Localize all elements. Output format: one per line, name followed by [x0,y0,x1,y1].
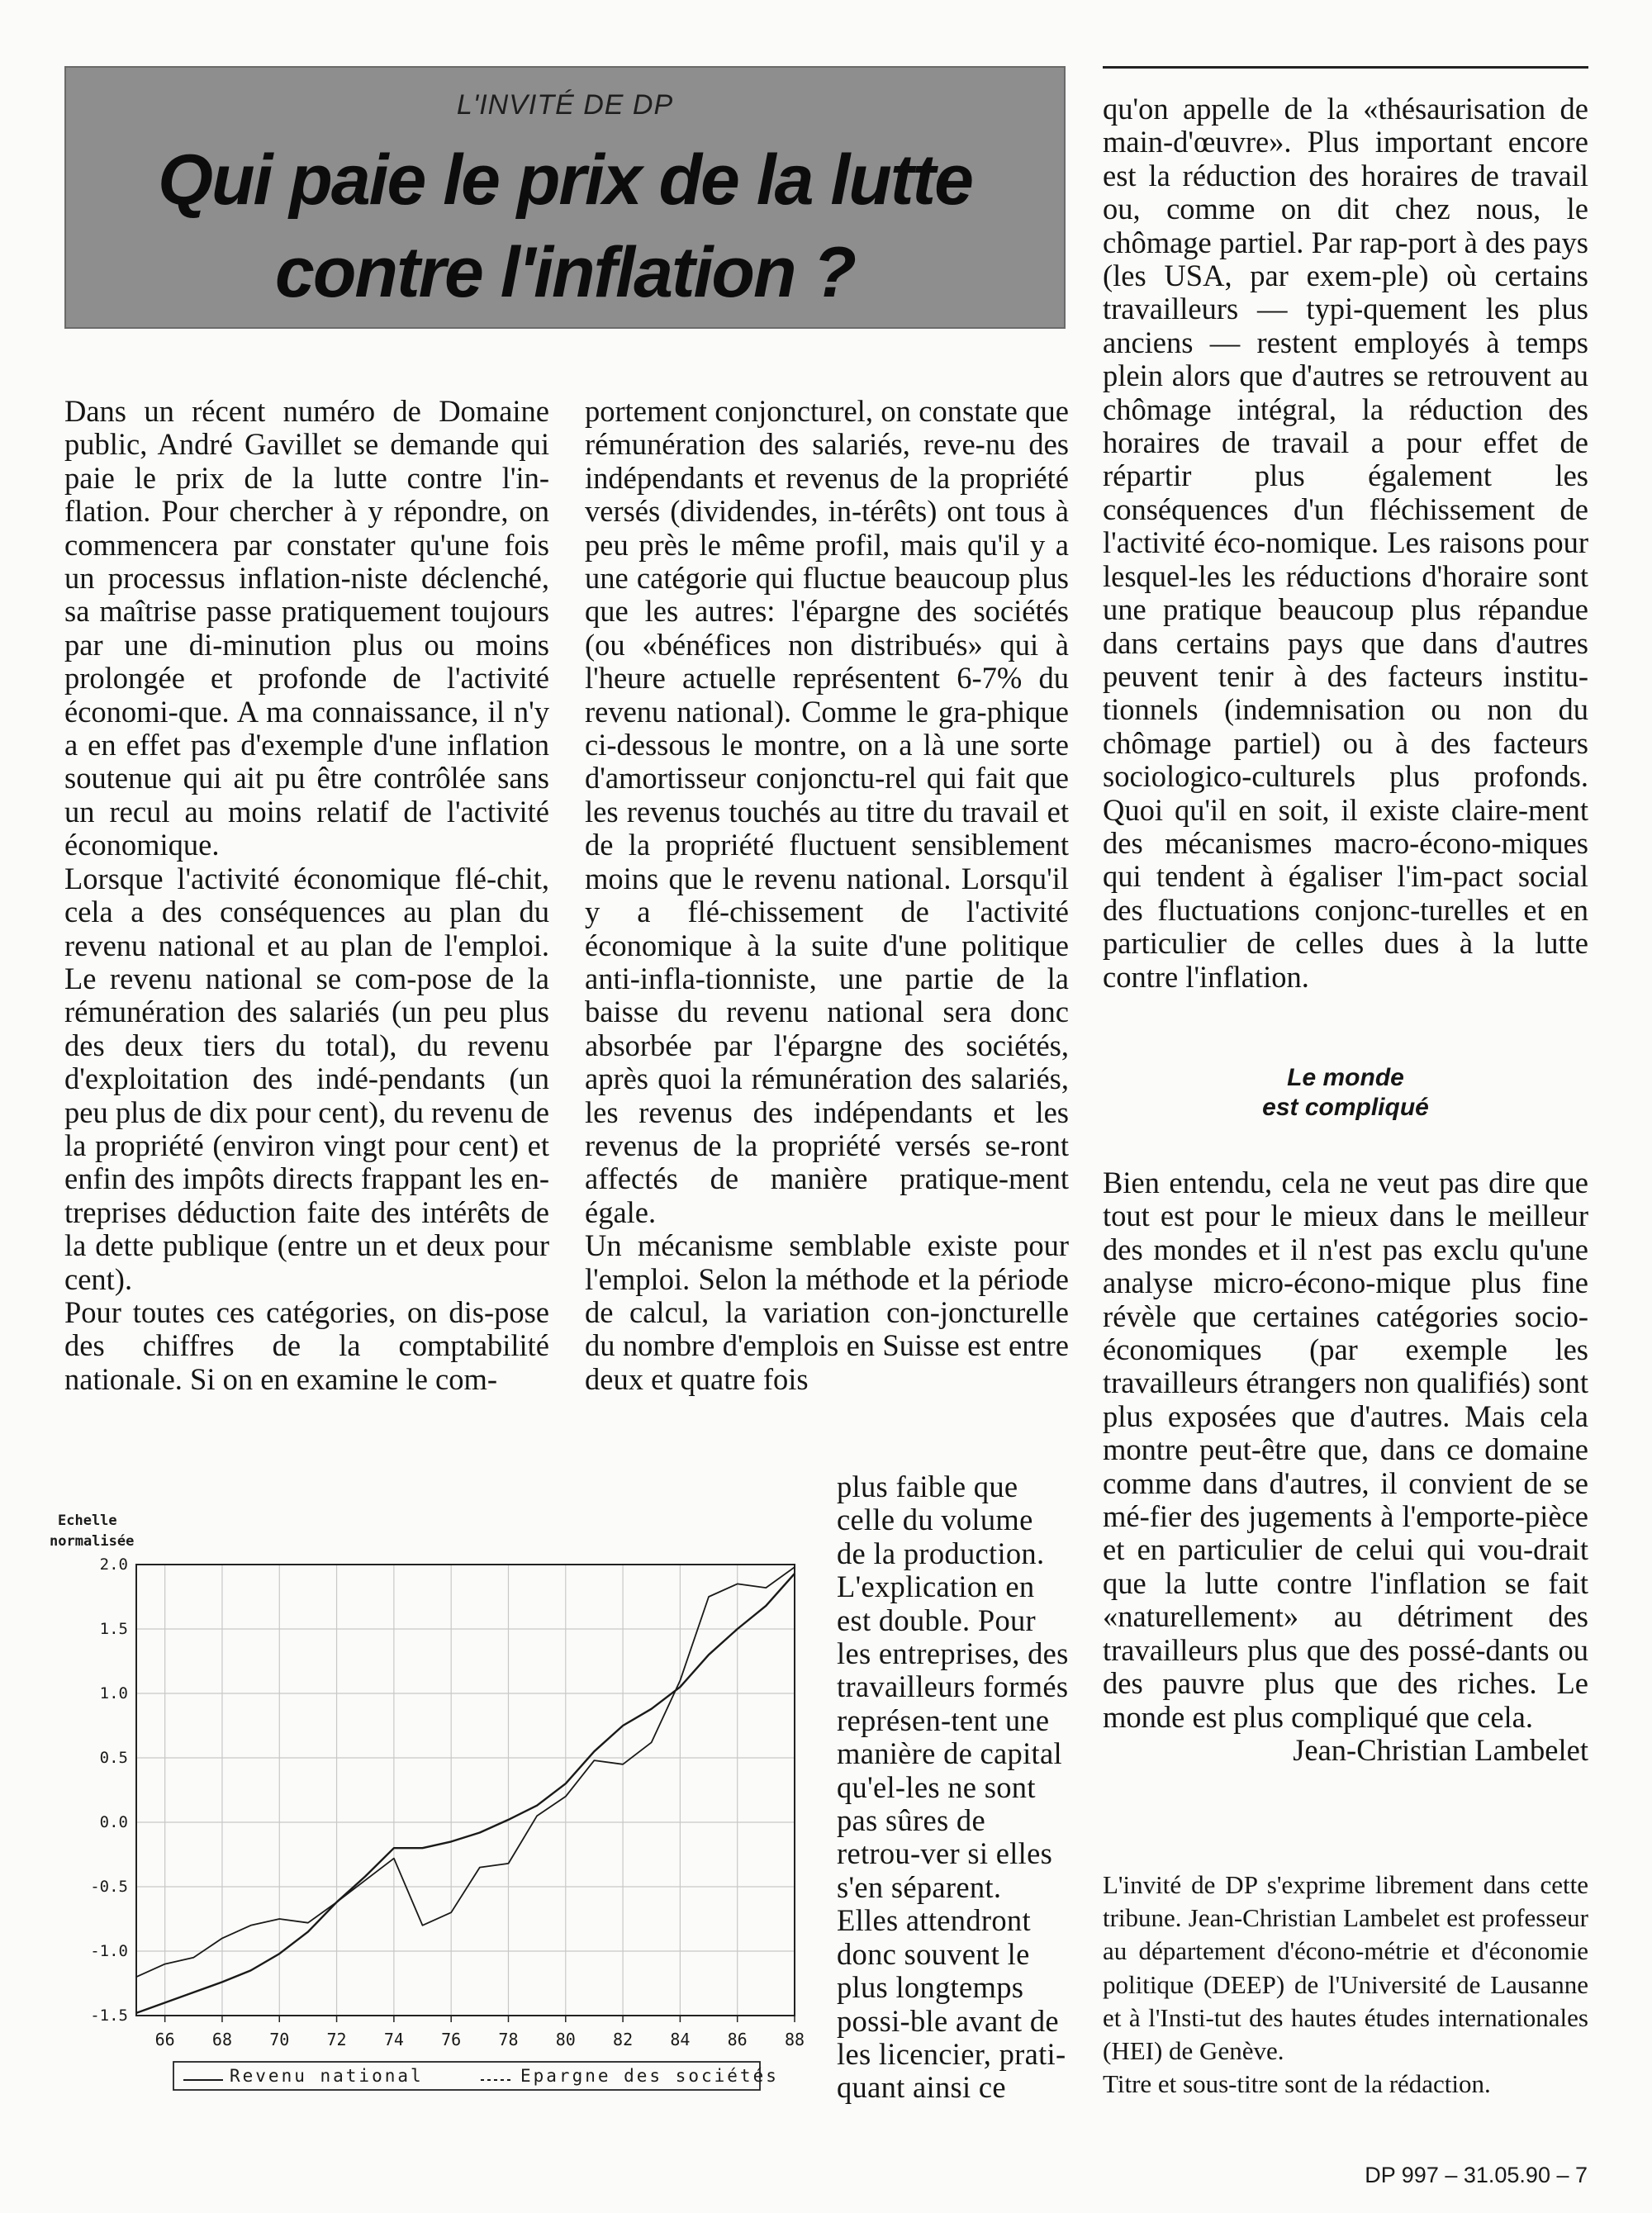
kicker: L'INVITÉ DE DP [456,89,674,121]
title-line-1: Qui paie le prix de la lutte [158,140,972,220]
x-tick-label: 84 [670,2030,691,2049]
y-tick-label: -0.5 [90,1878,128,1896]
subheading-line-1: Le monde [1287,1064,1404,1091]
x-tick-label: 86 [727,2030,748,2049]
line-chart [50,1508,809,2120]
paragraph: portement conjoncturel, on constate que rémunération des salariés, reve-nu des indépendants et revenus de la propriété versés (dividendes, in-térêts) ont tous à peu près le même profil, mais qu'il y a une catégorie qui fluctue beaucoup plus que les autres: l'épargne des sociétés (ou «bénéfices non distribués» qui à l'heure actuelle représentent 6-7% du revenu national). Comme le gra-phique ci-dessous le montre, on a là une sorte d'amortisseur conjonctu-rel qui fait que les revenus touchés au titre du travail et de la propriété fluctuent sensiblement moins que le revenu national. Lorsqu'il y a flé-chissement de l'activité économique à la suite d'une politique anti-infla-tionniste, une partie de la baisse du revenu national sera donc absorbée par l'épargne des sociétés, après quoi la rémunération des salariés, les revenus des indépendants et les revenus de la propriété versés se-ront affectés de manière pratique-ment égale. [585,394,1069,1229]
x-tick-label: 66 [154,2030,175,2049]
paragraph: Pour toutes ces catégories, on dis-pose des chiffres de la comptabilité nationale. Si on en examine le com- [64,1294,549,1396]
y-axis-label: normalisée [50,1533,135,1550]
article-column-conclusion [1103,1166,1588,1767]
y-tick-label: -1.5 [90,2006,128,2025]
x-tick-label: 78 [498,2030,519,2049]
note-paragraph: Titre et sous-titre sont de la rédaction. [1103,2069,1491,2099]
note-paragraph: L'invité de DP s'exprime librement dans cette tribune. Jean-Christian Lambelet est professeur au département d'écono-métrie et d'économie politique (DEEP) de l'Université de Lausanne et à l'Insti-tut des hautes études internationales (HEI) de Genève. [1103,1870,1588,2066]
paragraph: Dans un récent numéro de Domaine public, André Gavillet se demande qui paie le prix de la lutte contre l'in-flation. Pour chercher à y répondre, on commencera par constater qu'une fois un processus inflation-niste déclenché, sa maîtrise passe pratiquement toujours par une di-minution plus ou moins prolongée et profonde de l'activité économi-que. A ma connaissance, il n'y a en effet pas d'exemple d'une inflation soutenue qui ait pu être contrôlée sans un recul au moins relatif de l'activité économique. [64,394,549,862]
y-tick-label: 2.0 [99,1555,128,1574]
paragraph: Un mécanisme semblable existe pour l'emploi. Selon la méthode et la période de calcul, la variation con-joncturelle du nombre d'emplois en Suisse est entre deux et quatre fois [585,1228,1069,1396]
series-line-revenu [136,1574,795,2013]
page-footer: DP 997 – 31.05.90 – 7 [1365,2163,1588,2187]
article-column-1 [64,395,549,1396]
title-banner [64,66,1066,329]
x-tick-label: 74 [383,2030,404,2049]
y-tick-label: 0.0 [99,1813,128,1831]
subheading [1103,1063,1588,1123]
y-tick-label: -1.0 [90,1942,128,1960]
x-tick-label: 76 [441,2030,462,2049]
x-tick-label: 72 [326,2030,347,2049]
paragraph: Lorsque l'activité économique flé-chit, cela a des conséquences au plan du revenu national et au plan de l'emploi. Le revenu national se com-pose de la rémunération des salariés (un peu plus des deux tiers du total), du revenu d'exploitation des indé-pendants (un peu plus de dix pour cent), du revenu de la propriété (environ vingt pour cent) et enfin des impôts directs frappant les en-treprises déduction faite des intérêts de la dette publique (entre un et deux pour cent). [64,861,549,1296]
paragraph: qu'on appelle de la «thésaurisation de main-d'œuvre». Plus important encore est la réduction des horaires de travail ou, comme on dit chez nous, le chômage partiel. Par rap-port à des pays (les USA, par exem-ple) où certains travailleurs — typi-quement les plus anciens — restent employés à temps plein alors que d'autres se retrouvent au chômage intégral, la réduction des horaires de travail a pour effet de répartir plus également les conséquences d'un fléchissement de l'activité éco-nomique. Les raisons pour lesquel-les les réductions d'horaire sont une pratique beaucoup plus répandue dans certains pays que dans d'autres peuvent tenir à des facteurs institu-tionnels (indemnisation ou non du chômage partiel) ou à des facteurs sociologico-culturels plus profonds. Quoi qu'il en soit, il existe claire-ment des mécanismes macro-écono-miques qui tendent à égaliser l'im-pact social des fluctuations conjonc-turelles et en particulier de celles dues à la lutte contre l'inflation. [1103,92,1588,994]
subheading-line-2: est compliqué [1262,1094,1429,1121]
y-axis-label: Echelle [58,1513,117,1529]
article-column-narrow [837,1470,1070,2105]
x-tick-label: 70 [269,2030,290,2049]
y-tick-label: 1.0 [99,1684,128,1702]
x-tick-label: 68 [211,2030,233,2049]
title-line-2: contre l'inflation ? [275,233,855,312]
legend-label: Revenu national [230,2066,424,2086]
article-column-2 [585,395,1069,1396]
legend-label: Epargne des sociétés [520,2066,779,2086]
x-tick-label: 88 [784,2030,805,2049]
x-tick-label: 82 [613,2030,634,2049]
y-tick-label: 1.5 [99,1620,128,1638]
page-title [66,134,1064,319]
paragraph: Bien entendu, cela ne veut pas dire que tout est pour le mieux dans le meilleur des mondes et il n'est pas exclu qu'une analyse micro-écono-mique plus fine révèle que certaines catégories socio-économiques (par exemple les travailleurs étrangers non qualifiés) sont plus exposées que d'autres. Mais cela montre peut-être que, dans ce domaine comme dans d'autres, il convient de se mé-fier des jugements à l'emporte-pièce et en particulier de celui qui vou-drait que la lutte contre l'inflation se fait «naturellement» au détriment des travailleurs plus que des possé-dants ou des pauvre plus que des riches. Le monde est plus compliqué que cela. [1103,1166,1588,1734]
y-tick-label: 0.5 [99,1749,128,1767]
author-note [1103,1869,1588,2101]
paragraph: plus faible que celle du volume de la production. L'explication en est double. Pour les entreprises, des travailleurs formés représen-tent une manière de capital qu'el-les ne sont pas sûres de retrou-ver si elles s'en séparent. Elles attendront donc souvent le plus longtemps possi-ble avant de les licencier, prati-quant ainsi ce [837,1470,1069,2105]
article-column-3 [1103,93,1588,994]
column-rule [1103,66,1588,69]
x-tick-label: 80 [555,2030,576,2049]
author-signature: Jean-Christian Lambelet [1293,1732,1588,1767]
